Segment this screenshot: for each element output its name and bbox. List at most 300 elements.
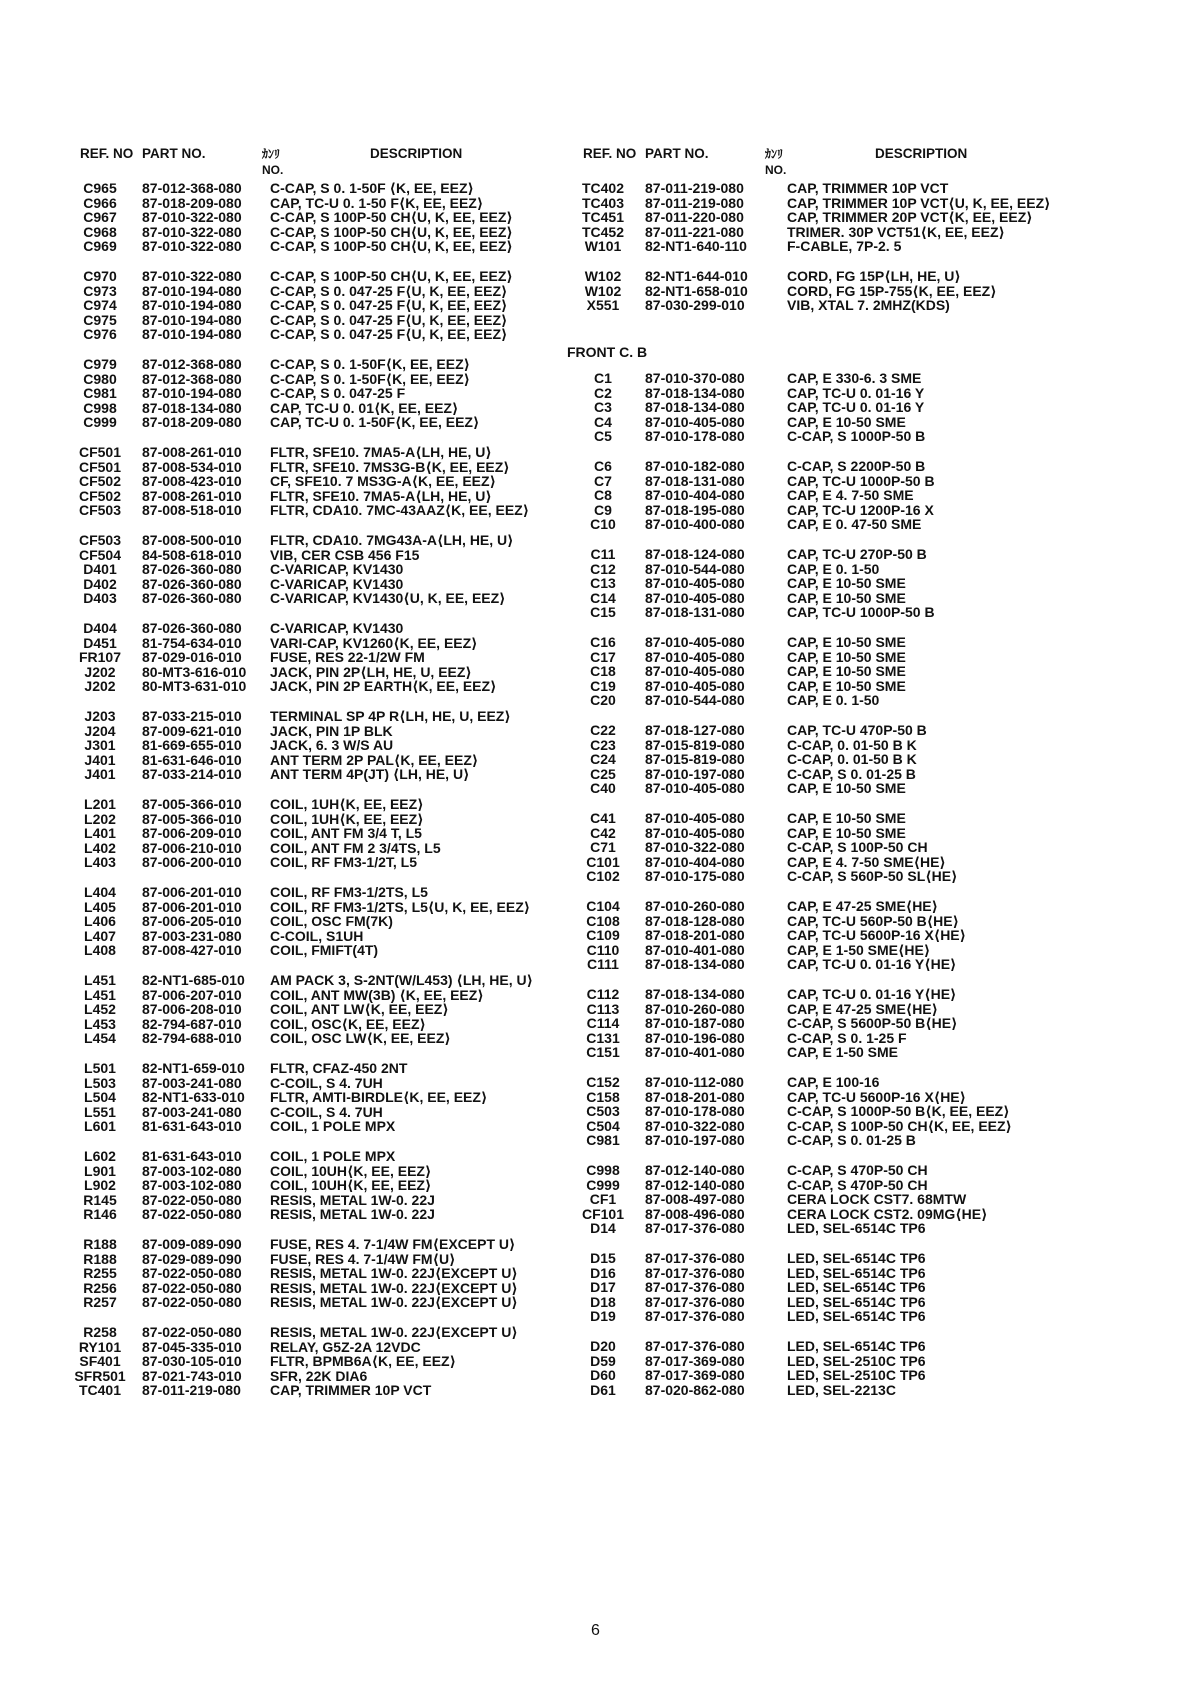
part-no: 87-003-231-080	[142, 927, 242, 944]
ref-no: L902	[84, 1177, 116, 1194]
description: FUSE, RES 4. 7-1/4W FM⟨U⟩	[270, 1250, 456, 1267]
ref-no: C71	[590, 839, 616, 856]
description: C-VARICAP, KV1430	[270, 561, 404, 578]
description: FLTR, AMTI-BIRDLE⟨K, EE, EEZ⟩	[270, 1089, 488, 1106]
part-no: 87-010-405-080	[645, 677, 745, 694]
description: LED, SEL-6514C TP6	[787, 1338, 926, 1354]
description: LED, SEL-2213C	[787, 1381, 896, 1398]
description: RELAY, G5Z-2A 12VDC	[270, 1338, 421, 1355]
description: CERA LOCK CST7. 68MTW	[787, 1191, 967, 1208]
part-no: 87-005-366-010	[142, 810, 242, 827]
part-no: 87-008-261-010	[142, 444, 242, 460]
ref-no: L201	[84, 796, 116, 812]
part-no: 87-010-322-080	[645, 1117, 745, 1134]
ref-no: D401	[83, 561, 117, 578]
ref-no: L407	[84, 927, 116, 944]
ref-no: D14	[590, 1220, 616, 1237]
part-no: 87-010-322-080	[142, 268, 242, 284]
description: CAP, E 100-16	[787, 1074, 880, 1090]
description: CAP, E 1-50 SME⟨HE⟩	[787, 941, 931, 958]
ref-no: C981	[83, 385, 117, 402]
description: C-COIL, S 4. 7UH	[270, 1103, 383, 1120]
description: COIL, FMIFT(4T)	[270, 942, 379, 959]
ref-no: C40	[590, 780, 616, 797]
description: COIL, RF FM3-1/2T, L5	[270, 854, 418, 871]
description: AM PACK 3, S-2NT(W/L453) ⟨LH, HE, U⟩	[270, 972, 533, 988]
description: CAP, TRIMMER 10P VCT	[787, 180, 949, 196]
description: LED, SEL-6514C TP6	[787, 1250, 926, 1266]
part-no: 87-010-405-080	[645, 575, 745, 592]
part-no: 87-022-050-080	[142, 1324, 242, 1340]
description: C-CAP, S 100P-50 CH⟨U, K, EE, EEZ⟩	[270, 238, 513, 255]
part-no: 87-018-195-080	[645, 501, 745, 518]
part-no: 87-011-219-080	[142, 1382, 241, 1399]
ref-no: FR107	[78, 649, 122, 666]
ref-no: C999	[83, 414, 117, 431]
description: CAP, E 4. 7-50 SME	[787, 487, 914, 504]
part-no: 87-010-194-080	[142, 311, 242, 328]
description: VARI-CAP, KV1260⟨K, EE, EEZ⟩	[270, 634, 478, 651]
part-no: 87-010-194-080	[142, 297, 242, 314]
description: RESIS, METAL 1W-0. 22J⟨EXCEPT U⟩	[270, 1265, 518, 1282]
part-no: 87-030-299-010	[645, 297, 745, 314]
description: LED, SEL-6514C TP6	[787, 1293, 926, 1310]
description: CAP, TC-U 0. 01-16 Y⟨HE⟩	[787, 986, 957, 1002]
part-no: 87-018-209-080	[142, 414, 242, 431]
description: CAP, TC-U 0. 1-50F⟨K, EE, EEZ⟩	[270, 414, 480, 431]
part-no: 87-010-405-080	[645, 413, 745, 430]
description: C-CAP, S 100P-50 CH⟨K, EE, EEZ⟩	[787, 1117, 1012, 1134]
ref-no: C101	[586, 853, 620, 870]
part-no: 87-006-209-010	[142, 825, 242, 842]
description: CERA LOCK CST2. 09MG⟨HE⟩	[787, 1205, 988, 1222]
ref-no: C17	[590, 648, 616, 665]
ref-no: C4	[594, 413, 612, 430]
part-no: 87-010-194-080	[142, 282, 242, 299]
description: COIL, 1UH⟨K, EE, EEZ⟩	[270, 796, 424, 812]
ref-no: C25	[590, 765, 616, 782]
part-no: 87-010-400-080	[645, 516, 745, 533]
ref-no: D404	[83, 620, 117, 636]
description: CAP, TRIMMER 20P VCT⟨K, EE, EEZ⟩	[787, 209, 1033, 226]
ref-no: C998	[586, 1162, 620, 1178]
part-no: 80-MT3-631-010	[142, 678, 247, 695]
part-no: 87-011-219-080	[645, 180, 744, 196]
part-no: 87-008-497-080	[645, 1191, 745, 1208]
part-no: 87-005-366-010	[142, 796, 242, 812]
description: VIB, CER CSB 456 F15	[270, 546, 420, 563]
part-no: 87-010-405-080	[645, 589, 745, 606]
part-no: 87-029-016-010	[142, 649, 242, 666]
ref-no: C108	[586, 912, 620, 929]
part-no: 87-012-368-080	[142, 180, 242, 196]
part-no: 87-011-219-080	[645, 194, 744, 211]
ref-no: C111	[587, 956, 619, 973]
description: C-CAP, 0. 01-50 B K	[787, 751, 917, 768]
ref-no: C965	[83, 180, 117, 196]
part-no: 87-003-102-080	[142, 1177, 242, 1194]
ref-no: C979	[83, 356, 117, 372]
part-no: 87-018-209-080	[142, 194, 242, 211]
header-description: DESCRIPTION	[875, 146, 968, 161]
part-no: 87-010-187-080	[645, 1015, 745, 1032]
part-no: 87-006-205-010	[142, 913, 242, 930]
description: FLTR, CFAZ-450 2NT	[270, 1060, 408, 1076]
ref-no: TC401	[78, 1382, 122, 1399]
description: CAP, E 10-50 SME	[787, 589, 906, 606]
part-no: 87-018-128-080	[645, 912, 745, 929]
part-no: 87-003-241-080	[142, 1074, 242, 1091]
header-ref-no: REF. NO	[583, 146, 637, 161]
ref-no: TC403	[581, 194, 625, 211]
description: CAP, TRIMMER 10P VCT⟨U, K, EE, EEZ⟩	[787, 194, 1051, 211]
part-no: 87-017-376-080	[645, 1308, 745, 1325]
part-no: 87-033-215-010	[142, 708, 242, 724]
part-no: 81-631-643-010	[142, 1118, 242, 1135]
part-no: 87-017-376-080	[645, 1220, 745, 1237]
part-no: 87-018-127-080	[645, 722, 745, 738]
part-no: 87-026-360-080	[142, 561, 242, 578]
header-kanri-no: ｶﾝﾘ NO.	[262, 147, 284, 177]
ref-no: SF401	[79, 1353, 121, 1370]
part-no: 87-008-261-010	[142, 487, 242, 504]
ref-no: L403	[84, 854, 116, 871]
part-no: 87-010-178-080	[645, 1103, 745, 1120]
description: CAP, E 0. 47-50 SME	[787, 516, 922, 533]
description: CAP, E 47-25 SME⟨HE⟩	[787, 1000, 939, 1017]
part-no: 87-030-105-010	[142, 1353, 242, 1370]
description: CAP, TC-U 0. 01-16 Y	[787, 384, 925, 401]
ref-no: C15	[590, 604, 616, 621]
part-no: 87-010-401-080	[645, 941, 745, 958]
description: CAP, TC-U 1000P-50 B	[787, 472, 935, 489]
ref-no: L402	[84, 839, 116, 856]
part-no: 87-018-131-080	[645, 472, 745, 489]
ref-no: R188	[83, 1236, 117, 1252]
ref-no: L551	[84, 1103, 116, 1120]
part-no: 87-026-360-080	[142, 590, 242, 607]
part-no: 82-794-687-010	[142, 1015, 242, 1032]
ref-no: C11	[590, 546, 616, 562]
description: C-VARICAP, KV1430⟨U, K, EE, EEZ⟩	[270, 590, 506, 607]
ref-no: C9	[594, 501, 612, 518]
ref-no: L602	[84, 1148, 116, 1164]
part-no: 87-010-370-080	[645, 370, 745, 386]
ref-no: C16	[590, 634, 616, 650]
ref-no: C158	[586, 1088, 620, 1105]
part-no: 87-008-423-010	[142, 473, 242, 490]
part-no: 87-009-621-010	[142, 722, 242, 739]
part-no: 87-011-221-080	[645, 223, 744, 240]
ref-no: L406	[84, 913, 116, 930]
description: COIL, 1 POLE MPX	[270, 1148, 396, 1164]
description: JACK, PIN 1P BLK	[270, 722, 393, 739]
part-no: 87-008-534-010	[142, 458, 242, 475]
part-no: 80-MT3-616-010	[142, 663, 247, 680]
part-no: 81-669-655-010	[142, 737, 242, 754]
description: LED, SEL-2510C TP6	[787, 1367, 926, 1384]
part-no: 87-010-182-080	[645, 458, 745, 474]
part-no: 87-033-214-010	[142, 766, 242, 783]
description: FUSE, RES 4. 7-1/4W FM⟨EXCEPT U⟩	[270, 1236, 516, 1252]
part-no: 87-010-175-080	[645, 868, 745, 885]
part-no: 81-631-646-010	[142, 751, 242, 768]
description: CAP, E 330-6. 3 SME	[787, 370, 922, 386]
part-no: 87-018-134-080	[645, 384, 745, 401]
description: C-CAP, S 0. 047-25 F⟨U, K, EE, EEZ⟩	[270, 297, 508, 314]
description: FLTR, BPMB6A⟨K, EE, EEZ⟩	[270, 1353, 456, 1370]
description: CAP, TC-U 5600P-16 X⟨HE⟩	[787, 927, 967, 944]
part-no: 87-012-368-080	[142, 370, 242, 387]
ref-no: W101	[584, 238, 622, 255]
part-no: 87-017-376-080	[645, 1293, 745, 1310]
part-no: 87-009-089-090	[142, 1236, 242, 1252]
part-no: 87-022-050-080	[142, 1191, 242, 1208]
ref-no: D19	[590, 1308, 616, 1325]
description: CAP, TC-U 0. 01-16 Y	[787, 399, 925, 416]
description: C-CAP, S 0. 047-25 F	[270, 385, 406, 402]
ref-no: TC452	[581, 223, 625, 240]
part-no: 87-017-376-080	[645, 1279, 745, 1296]
description: FLTR, SFE10. 7MA5-A⟨LH, HE, U⟩	[270, 444, 492, 460]
ref-no: C109	[586, 927, 620, 944]
ref-no: J401	[84, 751, 116, 768]
part-no: 87-029-089-090	[142, 1250, 242, 1267]
part-no: 87-022-050-080	[142, 1265, 242, 1282]
ref-no: C23	[590, 736, 616, 753]
part-no: 87-010-194-080	[142, 326, 242, 343]
ref-no: C151	[586, 1044, 620, 1061]
ref-no: C20	[590, 692, 616, 709]
description: CAP, E 10-50 SME	[787, 575, 906, 592]
ref-no: X551	[586, 297, 620, 314]
description: CAP, TC-U 270P-50 B	[787, 546, 927, 562]
ref-no: J203	[84, 708, 116, 724]
ref-no: J202	[84, 678, 116, 695]
ref-no: L454	[84, 1030, 116, 1047]
part-no: 87-006-200-010	[142, 854, 242, 871]
part-no: 87-012-140-080	[645, 1162, 745, 1178]
ref-no: C7	[594, 472, 612, 489]
header-kanri-no: ｶﾝﾘ NO.	[765, 147, 787, 177]
ref-no: C504	[586, 1117, 620, 1134]
description: C-CAP, S 0. 047-25 F⟨U, K, EE, EEZ⟩	[270, 326, 508, 343]
part-no: 87-026-360-080	[142, 620, 242, 636]
ref-no: C503	[586, 1103, 620, 1120]
description: LED, SEL-2510C TP6	[787, 1352, 926, 1369]
description: C-CAP, S 560P-50 SL⟨HE⟩	[787, 868, 958, 885]
description: TERMINAL SP 4P R⟨LH, HE, U, EEZ⟩	[270, 708, 511, 724]
ref-no: C980	[83, 370, 117, 387]
part-no: 87-018-134-080	[142, 399, 242, 416]
ref-no: D15	[590, 1250, 616, 1266]
part-no: 87-022-050-080	[142, 1279, 242, 1296]
ref-no: C110	[586, 941, 620, 958]
ref-no: C976	[83, 326, 117, 343]
part-no: 87-008-518-010	[142, 502, 242, 519]
page-number: 6	[591, 1622, 600, 1639]
header-part-no: PART NO.	[142, 146, 206, 161]
description: CAP, TC-U 1200P-16 X	[787, 501, 934, 518]
ref-no: R188	[83, 1250, 117, 1267]
ref-no: D18	[590, 1293, 616, 1310]
description: CORD, FG 15P⟨LH, HE, U⟩	[787, 268, 961, 284]
ref-no: CF1	[589, 1191, 617, 1208]
description: C-COIL, S 4. 7UH	[270, 1074, 383, 1091]
ref-no: CF501	[78, 458, 122, 475]
description: FUSE, RES 22-1/2W FM	[270, 649, 425, 666]
ref-no: L503	[84, 1074, 116, 1091]
ref-no: C42	[590, 824, 616, 841]
description: C-CAP, S 100P-50 CH⟨U, K, EE, EEZ⟩	[270, 268, 513, 284]
description: CAP, E 0. 1-50	[787, 560, 880, 577]
part-no: 87-010-178-080	[645, 428, 745, 445]
part-no: 82-NT1-685-010	[142, 972, 245, 988]
description: C-VARICAP, KV1430	[270, 620, 404, 636]
part-no: 87-015-819-080	[645, 751, 745, 768]
section-label-front-cb: FRONT C. B	[567, 344, 648, 360]
description: C-CAP, S 1000P-50 B⟨K, EE, EEZ⟩	[787, 1103, 1010, 1120]
description: C-CAP, S 5600P-50 B⟨HE⟩	[787, 1015, 958, 1032]
description: ANT TERM 4P(JT) ⟨LH, HE, U⟩	[270, 766, 470, 783]
description: C-CAP, S 2200P-50 B	[787, 458, 926, 474]
description: CAP, TC-U 0. 1-50 F⟨K, EE, EEZ⟩	[270, 194, 484, 211]
description: RESIS, METAL 1W-0. 22J⟨EXCEPT U⟩	[270, 1294, 518, 1311]
ref-no: J204	[84, 722, 116, 739]
description: CF, SFE10. 7 MS3G-A⟨K, EE, EEZ⟩	[270, 473, 496, 490]
description: C-CAP, S 470P-50 CH	[787, 1176, 928, 1193]
part-no: 87-012-368-080	[142, 356, 242, 372]
part-no: 87-010-196-080	[645, 1029, 745, 1046]
description: CAP, E 4. 7-50 SME⟨HE⟩	[787, 853, 946, 870]
part-no: 82-NT1-633-010	[142, 1089, 245, 1106]
part-no: 87-010-544-080	[645, 560, 745, 577]
description: C-CAP, S 0. 047-25 F⟨U, K, EE, EEZ⟩	[270, 282, 508, 299]
ref-no: C2	[594, 384, 612, 401]
description: CAP, TC-U 0. 01-16 Y⟨HE⟩	[787, 956, 957, 973]
ref-no: C1	[594, 370, 612, 386]
header-description: DESCRIPTION	[370, 146, 463, 161]
description: LED, SEL-6514C TP6	[787, 1308, 926, 1325]
part-no: 81-754-634-010	[142, 634, 242, 651]
part-no: 87-017-376-080	[645, 1264, 745, 1281]
part-no: 87-008-500-010	[142, 532, 242, 548]
description: C-CAP, S 0. 1-50F⟨K, EE, EEZ⟩	[270, 370, 471, 387]
description: C-CAP, S 0. 1-25 F	[787, 1029, 907, 1046]
description: C-CAP, S 0. 1-50F⟨K, EE, EEZ⟩	[270, 356, 471, 372]
part-no: 87-010-544-080	[645, 692, 745, 709]
ref-no: R256	[83, 1279, 117, 1296]
ref-no: L452	[84, 1001, 116, 1018]
part-no: 87-006-201-010	[142, 898, 242, 915]
ref-no: C131	[586, 1029, 620, 1046]
part-no: 87-003-241-080	[142, 1103, 242, 1120]
description: C-CAP, 0. 01-50 B K	[787, 736, 917, 753]
part-no: 87-010-112-080	[645, 1074, 744, 1090]
part-no: 87-011-220-080	[645, 209, 744, 226]
description: COIL, 1UH⟨K, EE, EEZ⟩	[270, 810, 424, 827]
ref-no: D60	[590, 1367, 616, 1384]
part-no: 87-017-369-080	[645, 1367, 745, 1384]
part-no: 82-NT1-640-110	[645, 238, 747, 255]
description: C-VARICAP, KV1430	[270, 575, 404, 592]
ref-no: R255	[83, 1265, 117, 1282]
ref-no: D17	[590, 1279, 616, 1296]
ref-no: TC451	[581, 209, 625, 226]
part-no: 87-012-140-080	[645, 1176, 745, 1193]
ref-no: RY101	[78, 1338, 122, 1355]
description: C-COIL, S1UH	[270, 927, 364, 944]
ref-no: C6	[594, 458, 612, 474]
part-no: 87-010-405-080	[645, 648, 745, 665]
ref-no: J401	[84, 766, 116, 783]
part-no: 87-018-131-080	[645, 604, 745, 621]
description: CAP, E 10-50 SME	[787, 413, 906, 430]
part-no: 87-010-405-080	[645, 810, 745, 826]
ref-no: C22	[590, 722, 616, 738]
description: C-CAP, S 1000P-50 B	[787, 428, 926, 445]
ref-no: C975	[83, 311, 117, 328]
description: COIL, ANT LW⟨K, EE, EEZ⟩	[270, 1001, 449, 1018]
ref-no: D403	[83, 590, 117, 607]
ref-no: L901	[84, 1162, 116, 1179]
ref-no: C18	[590, 663, 616, 680]
ref-no: C968	[83, 223, 117, 240]
part-no: 87-017-376-080	[645, 1250, 745, 1266]
ref-no: CF101	[581, 1205, 625, 1222]
part-no: 87-010-404-080	[645, 487, 745, 504]
description: C-CAP, S 100P-50 CH	[787, 839, 928, 856]
ref-no: D61	[590, 1381, 616, 1398]
part-no: 87-010-260-080	[645, 898, 745, 914]
ref-no: L451	[84, 986, 116, 1003]
description: C-CAP, S 100P-50 CH⟨U, K, EE, EEZ⟩	[270, 209, 513, 226]
description: JACK, PIN 2P EARTH⟨K, EE, EEZ⟩	[270, 678, 497, 695]
description: COIL, OSC⟨K, EE, EEZ⟩	[270, 1015, 426, 1032]
header-ref-no: REF. NO	[80, 146, 134, 161]
ref-no: L601	[84, 1118, 116, 1135]
part-no: 87-010-401-080	[645, 1044, 745, 1061]
part-no: 87-018-201-080	[645, 1088, 745, 1105]
ref-no: L202	[84, 810, 116, 827]
description: SFR, 22K DIA6	[270, 1367, 368, 1384]
ref-no: C14	[590, 589, 616, 606]
ref-no: CF504	[78, 546, 122, 563]
description: FLTR, SFE10. 7MS3G-B⟨K, EE, EEZ⟩	[270, 458, 510, 475]
ref-no: C973	[83, 282, 117, 299]
part-no: 87-010-322-080	[142, 209, 242, 226]
description: C-CAP, S 100P-50 CH⟨U, K, EE, EEZ⟩	[270, 223, 513, 240]
part-no: 87-010-404-080	[645, 853, 745, 870]
ref-no: C104	[586, 898, 620, 914]
part-no: 87-010-322-080	[645, 839, 745, 856]
part-no: 87-015-819-080	[645, 736, 745, 753]
part-no: 87-010-405-080	[645, 824, 745, 841]
part-no: 82-NT1-658-010	[645, 282, 748, 299]
description: COIL, 10UH⟨K, EE, EEZ⟩	[270, 1177, 432, 1194]
description: C-CAP, S 0. 01-25 B	[787, 765, 916, 782]
header-part-no: PART NO.	[645, 146, 709, 161]
description: FLTR, SFE10. 7MA5-A⟨LH, HE, U⟩	[270, 487, 492, 504]
description: RESIS, METAL 1W-0. 22J⟨EXCEPT U⟩	[270, 1324, 518, 1340]
part-no: 87-010-322-080	[142, 223, 242, 240]
part-no: 87-010-405-080	[645, 634, 745, 650]
part-no: 87-010-197-080	[645, 1132, 745, 1149]
ref-no: CF502	[78, 473, 122, 490]
part-no: 87-022-050-080	[142, 1206, 242, 1223]
part-no: 87-003-102-080	[142, 1162, 242, 1179]
description: CAP, E 10-50 SME	[787, 663, 906, 680]
